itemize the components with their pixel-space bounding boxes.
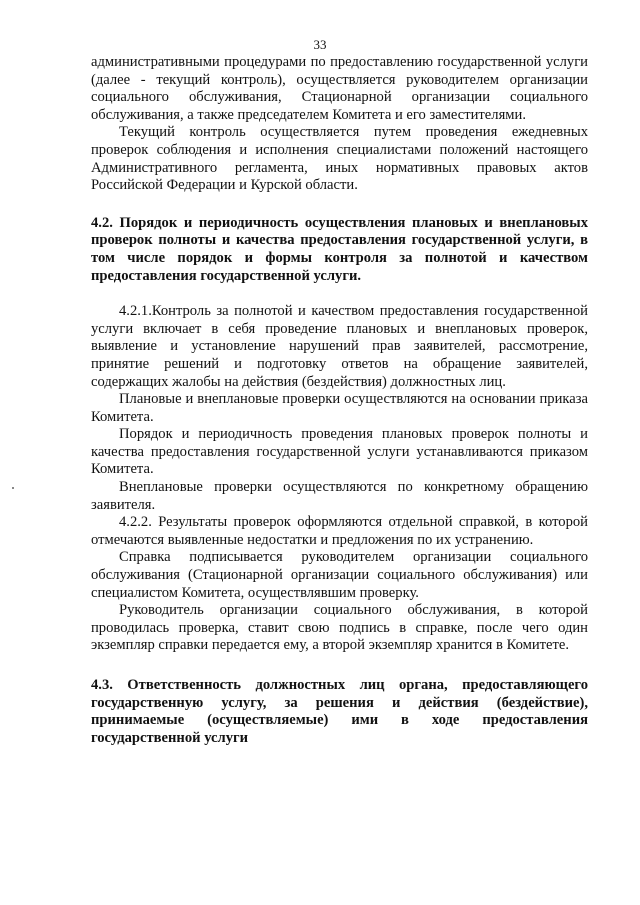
page-number: 33 — [313, 37, 327, 52]
paragraph: Текущий контроль осуществляется путем проведения ежедневных проверок соблюдения и исполнения специалистами положений настоящего Административного регламента, иных нормативных правовых актов Российской Федерации и Курской области. — [91, 124, 588, 194]
paragraph: административными процедурами по предоставлению государственной услуги (далее - текущий контроль), осуществляется руководителем организации социального обслуживания, Стационарной организации социального обслуживания, а также председателем Комитета и его заместителями. — [91, 54, 588, 123]
paragraph: Руководитель организации социального обслуживания, в которой проводилась проверка, ставит свою подпись в справке, после чего один экземпляр справки передается ему, а второй экземпляр хранится в Комитете. — [91, 602, 588, 654]
paragraph: Внеплановые проверки осуществляются по конкретному обращению заявителя. — [91, 479, 588, 513]
paragraph: Плановые и внеплановые проверки осуществляются на основании приказа Комитета. — [91, 391, 588, 425]
paragraph: 4.2.2. Результаты проверок оформляются отдельной справкой, в которой отмечаются выявленные недостатки и предложения по их устранению. — [91, 514, 588, 548]
paragraph: Порядок и периодичность проведения плановых проверок полноты и качества предоставления государственной услуги устанавливаются приказом Комитета. — [91, 426, 588, 478]
scan-mark — [12, 487, 14, 489]
paragraph: Справка подписывается руководителем организации социального обслуживания (Стационарной организации социального обслуживания) или специалистом Комитета, осуществлявшим проверку. — [91, 549, 588, 601]
page-content — [91, 54, 588, 747]
section-4-2-heading: 4.2. Порядок и периодичность осуществления плановых и внеплановых проверок полноты и качества предоставления государственной услуги, в том числе порядок и формы контроля за полнотой и качеством предоставления государственной услуги. — [91, 214, 588, 284]
paragraph: 4.2.1.Контроль за полнотой и качеством предоставления государственной услуги включает в себя проведение плановых и внеплановых проверок, выявление и установление нарушений прав заявителей, рассмотрение, принятие решений и подготовку ответов на обращение заявителей, содержащих жалобы на действия (бездействия) должностных лиц. — [91, 303, 588, 390]
section-4-3-heading: 4.3. Ответственность должностных лиц органа, предоставляющего государственную услугу, за решения и действия (бездействие), принимаемые (осуществляемые) ими в ходе предоставления государственной услуги — [91, 677, 588, 746]
